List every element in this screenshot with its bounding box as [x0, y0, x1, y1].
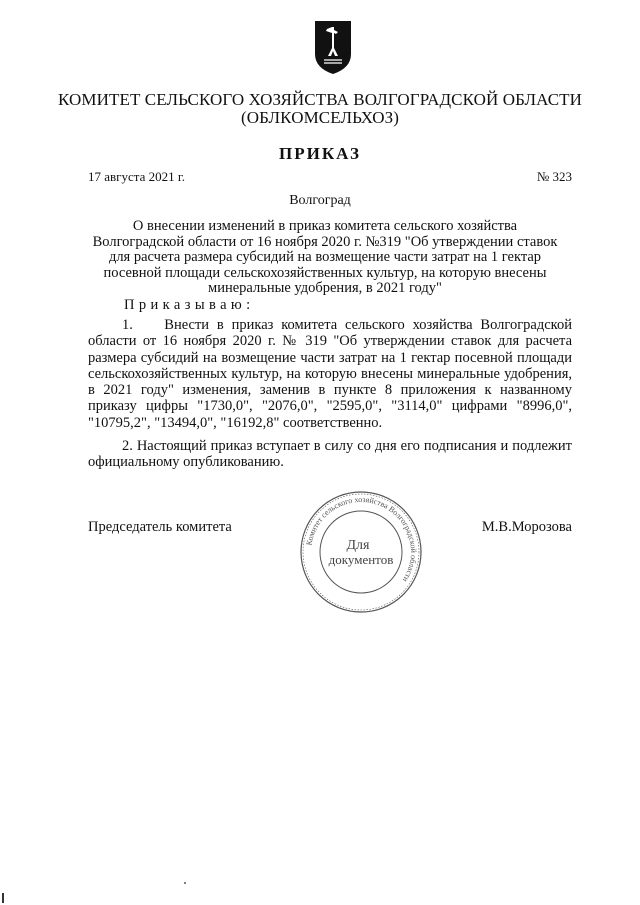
document-subject: О внесении изменений в приказ комитета сельского хозяйства Волгоградской области от 16 ноября 2020 г. №319 "Об утверждении ставок для расчета размера субсидий на возмещение части затрат на 1 гектар посевной площади сельскохозяйственных культур, на которую внесены минеральные удобрения, в 2021 году" — [92, 218, 558, 296]
document-date: 17 августа 2021 г. — [88, 169, 185, 184]
signatory-name: М.В.Морозова — [481, 519, 572, 535]
order-word: Приказываю: — [124, 297, 255, 313]
signatory-position: Председатель комитета — [88, 519, 232, 535]
stamp — [298, 489, 424, 615]
organization-abbreviation: (ОБЛКОМСЕЛЬХОЗ) — [240, 108, 400, 127]
organization-name: КОМИТЕТ СЕЛЬСКОГО ХОЗЯЙСТВА ВОЛГОГРАДСКОЙ ОБЛАСТИ — [57, 90, 582, 109]
paragraph-1: 1. Внести в приказ комитета сельского хозяйства Волгоградской области от 16 ноября 2020 г. № 319 "Об утверждении ставок для расчета размера субсидий на возмещение части затрат на 1 гектар посевной площади сельскохозяйственных культур, на которую внесены минеральные удобрения, в 2021 году" изменения, заменив в пункте 8 приложения к названному приказу цифры "1730,0", "2076,0", "2595,0", "3114,0" цифрами "8996,0", "10795,2", "13494,0", "16192,8" соответственно. — [88, 317, 572, 431]
coat-of-arms-icon — [312, 18, 354, 76]
document-city: Волгоград — [289, 193, 351, 208]
stamp-center-line1: Для — [346, 538, 370, 553]
document-number: № 323 — [536, 169, 572, 184]
scan-speck — [184, 882, 186, 884]
document-title: ПРИКАЗ — [279, 144, 361, 163]
stamp-ring-text: Комитет сельского хозяйства Волгоградской области — [304, 494, 419, 584]
scan-mark — [2, 893, 4, 903]
stamp-center-line2: документов — [328, 552, 394, 567]
paragraph-2: 2. Настоящий приказ вступает в силу со дня его подписания и подлежит официальному опубликованию. — [88, 438, 572, 471]
